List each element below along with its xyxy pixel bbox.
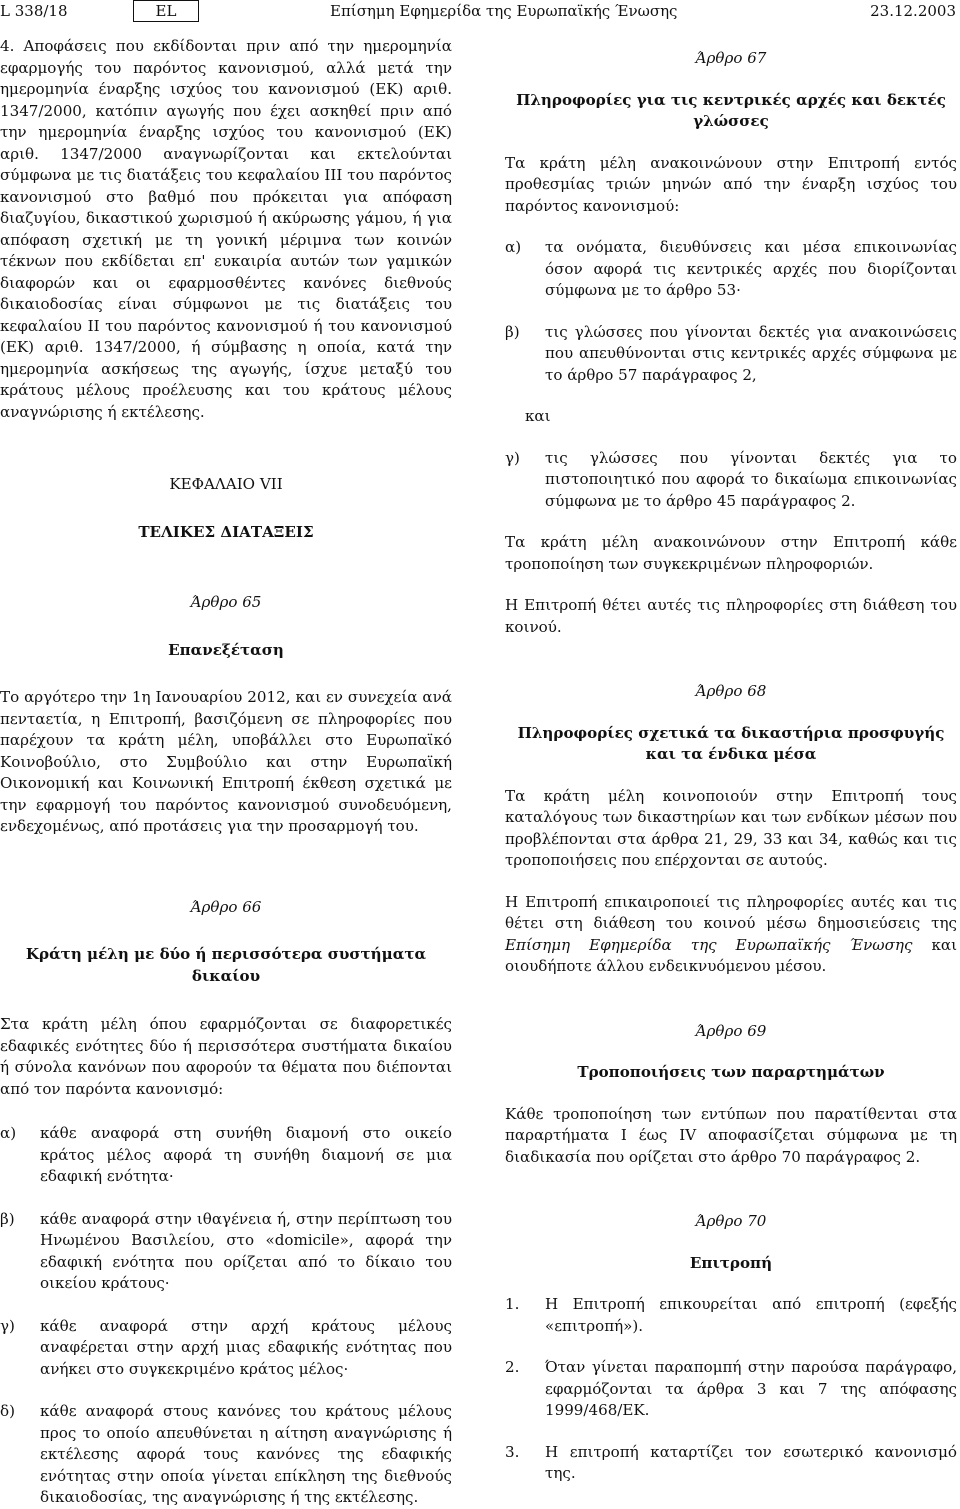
right-column	[505, 36, 957, 1485]
article-68-label: Άρθρο 68	[695, 682, 767, 700]
article-65-label: Άρθρο 65	[190, 593, 262, 611]
list-item-text: κάθε αναφορά στους κανόνες του κράτους μέλους προς το οποίο απευθύνεται η αίτηση αναγνώρισης ή εκτέλεσης αφορά τους κανόνες της εδαφικής ενότητας στην οποία γίνεται επίκληση της διεθνούς δικαιοδοσίας, της αναγνώρισης ή της εκτέλεσης.	[40, 1402, 452, 1506]
article-69-title: Τροποποιήσεις των παραρτημάτων	[577, 1063, 885, 1081]
list-item	[505, 1442, 957, 1485]
article-68-paragraph-1: Τα κράτη μέλη κοινοποιούν στην Επιτροπή τους καταλόγους των δικαστηρίων και των ενδίκων μέσων που προβλέπονται στα άρθρα 21, 29, 33 και 34, καθώς και τις τροποποιήσεις που επέρχονται σε αυτούς.	[505, 786, 957, 869]
language-code-box: EL	[133, 0, 199, 22]
list-item	[505, 237, 957, 302]
list-item-text: Η επιτροπή καταρτίζει τον εσωτερικό κανονισμό της.	[545, 1442, 957, 1482]
list-item	[505, 1294, 957, 1337]
list-item-text: τα ονόματα, διευθύνσεις και μέσα επικοινωνίας όσον αφορά τις κεντρικές αρχές που διορίζονται σύμφωνα με το άρθρο 53·	[545, 238, 957, 299]
list-item-label: γ)	[0, 1316, 15, 1335]
article-68-title: Πληροφορίες σχετικά τα δικαστήρια προσφυγής και τα ένδικα μέσα	[517, 723, 945, 763]
list-item-text: Όταν γίνεται παραπομπή στην παρούσα παράγραφο, εφαρμόζονται τα άρθρα 3 και 7 της απόφασης 1999/468/ΕΚ.	[545, 1358, 957, 1419]
conjunction-and: και	[525, 407, 551, 425]
article-65-title: Επανεξέταση	[168, 640, 284, 659]
list-item-label: α)	[505, 238, 522, 256]
left-column	[0, 36, 452, 1509]
list-item-label: α)	[0, 1124, 17, 1142]
article-67-label: Άρθρο 67	[695, 49, 767, 67]
list-item	[0, 1316, 452, 1381]
list-item	[505, 448, 957, 513]
journal-reference: Επίσημη Εφημερίδα της Ευρωπαϊκής Ένωσης	[505, 935, 913, 954]
page-header	[0, 0, 960, 24]
list-item-label: 3.	[505, 1442, 520, 1461]
page-reference: L 338/18	[0, 2, 68, 20]
list-item-text: τις γλώσσες που γίνονται δεκτές για το πιστοποιητικό που αφορά το δικαίωμα επικοινωνίας σύμφωνα με το άρθρο 45 παράγραφος 2.	[545, 448, 957, 510]
journal-title: Επίσημη Εφημερίδα της Ευρωπαϊκής Ένωσης	[330, 2, 678, 20]
list-item	[505, 1357, 957, 1422]
text-segment: και οιουδήποτε άλλου ενδεικνυόμενου μέσου.	[505, 935, 958, 975]
article-68-paragraph-2	[505, 892, 957, 978]
article-66-label: Άρθρο 66	[190, 897, 262, 916]
list-item-label: β)	[505, 322, 520, 341]
article-67-paragraph-2: Τα κράτη μέλη ανακοινώνουν στην Επιτροπή κάθε τροποποίηση των συγκεκριμένων πληροφοριών.	[505, 533, 957, 573]
article-69-text: Κάθε τροποποίηση των εντύπων που παρατίθενται στα παραρτήματα I έως IV αποφασίζεται σύμφωνα με τη διαδικασία που ορίζεται στο άρθρο 70 παράγραφος 2.	[505, 1104, 957, 1166]
article-65-text: Το αργότερο την 1η Ιανουαρίου 2012, και εν συνεχεία ανά πενταετία, η Επιτροπή, βασιζόμενη σε πληροφορίες που παρέχουν τα κράτη μέλη, υποβάλλει στο Ευρωπαϊκό Κοινοβούλιο, στο Συμβούλιο και στην Ευρωπαϊκή Οικονομική και Κοινωνική Επιτροπή έκθεση σχετικά με την εφαρμογή του παρόντος κανονισμού συνοδευόμενη, ενδεχομένως, από προτάσεις για την προσαρμογή του.	[0, 688, 452, 835]
text-segment: Η Επιτροπή επικαιροποιεί τις πληροφορίες αυτές και τις θέτει στη διάθεση του κοινού μέσω δημοσιεύσεις της	[505, 892, 957, 932]
article-69-label: Άρθρο 69	[695, 1021, 767, 1040]
list-item-label: δ)	[0, 1402, 15, 1420]
issue-date: 23.12.2003	[870, 2, 956, 20]
article-67-title: Πληροφορίες για τις κεντρικές αρχές και δεκτές γλώσσες	[516, 90, 946, 130]
list-item-label: β)	[0, 1209, 15, 1228]
chapter-title: ΤΕΛΙΚΕΣ ΔΙΑΤΑΞΕΙΣ	[138, 522, 314, 541]
list-item-text: κάθε αναφορά στην αρχή κράτους μέλους αναφέρεται στην αρχή μιας εδαφικής ενότητας που ανήκει στο συγκεκριμένο κράτος μέλος·	[40, 1316, 452, 1378]
list-item	[0, 1209, 452, 1295]
article-66-intro: Στα κράτη μέλη όπου εφαρμόζονται σε διαφορετικές εδαφικές ενότητες δύο ή περισσότερα συστήματα δικαίου ή σύνολα κανόνων που αφορούν τα θέματα που διέπονται από τον παρόντα κανονισμό:	[0, 1015, 452, 1098]
list-item	[0, 1401, 452, 1509]
list-item	[505, 322, 957, 387]
list-item-text: Η Επιτροπή επικουρείται από επιτροπή (εφεξής «επιτροπή»).	[545, 1295, 957, 1335]
list-item	[0, 1123, 452, 1188]
article-70-title: Επιτροπή	[689, 1253, 773, 1272]
list-item-text: τις γλώσσες που γίνονται δεκτές για ανακοινώσεις που απευθύνονται στις κεντρικές αρχές σύμφωνα με το άρθρο 57 παράγραφος 2,	[545, 322, 957, 384]
list-item-text: κάθε αναφορά στην ιθαγένεια ή, στην περίπτωση του Ηνωμένου Βασιλείου, στο «domicile», αφορά την εδαφική ενότητα που ορίζεται από το δίκαιο του οικείου κράτους·	[40, 1209, 452, 1292]
list-item-text: κάθε αναφορά στη συνήθη διαμονή στο οικείο κράτος μέλος αφορά τη συνήθη διαμονή σε μια εδαφική ενότητα·	[40, 1124, 452, 1185]
list-item-label: 1.	[505, 1295, 520, 1313]
article-67-paragraph-3: Η Επιτροπή θέτει αυτές τις πληροφορίες στη διάθεση του κοινού.	[505, 596, 957, 636]
chapter-label: ΚΕΦΑΛΑΙΟ VII	[169, 475, 283, 493]
list-item-label: γ)	[505, 448, 520, 467]
paragraph-4: 4. Αποφάσεις που εκδίδονται πριν από την ημερομηνία εφαρμογής του παρόντος κανονισμού, αλλά μετά την ημερομηνία έναρξης ισχύος του κανονισμού (ΕΚ) αριθ. 1347/2000, κατόπιν αγωγής που έχει ασκηθεί πριν από την ημερομηνία έναρξης ισχύος του κανονισμού (ΕΚ) αριθ. 1347/2000 αναγνωρίζονται και εκτελούνται σύμφωνα με τις διατάξεις του κεφαλαίου III του παρόντος κανονισμού στο βαθμό που πρόκειται για απόφαση διαζυγίου, δικαστικού χωρισμού ή ακύρωσης γάμου, ή για απόφαση σχετική με τη γονική μέριμνα των κοινών τέκνων που εκδίδεται επ' ευκαιρία αυτών των γαμικών διαφορών και οι εφαρμοσθέντες κανόνες διεθνούς δικαιοδοσίας είναι σύμφωνοι με τις διατάξεις του κεφαλαίου II του παρόντος κανονισμού ή του κανονισμού (ΕΚ) αριθ. 1347/2000, ή σύμβασης η οποία, κατά την ημερομηνία ασκήσεως της αγωγής, ίσχυε μεταξύ του κράτους μέλους προέλευσης και του κράτους μέλους αναγνώρισης ή εκτέλεσης.	[0, 37, 452, 421]
article-67-intro: Τα κράτη μέλη ανακοινώνουν στην Επιτροπή εντός προθεσμίας τριών μηνών από την έναρξη ισχύος του παρόντος κανονισμού:	[505, 153, 957, 215]
article-70-label: Άρθρο 70	[695, 1212, 767, 1230]
list-item-label: 2.	[505, 1358, 520, 1376]
article-66-title: Κράτη μέλη με δύο ή περισσότερα συστήματα δικαίου	[25, 945, 427, 985]
